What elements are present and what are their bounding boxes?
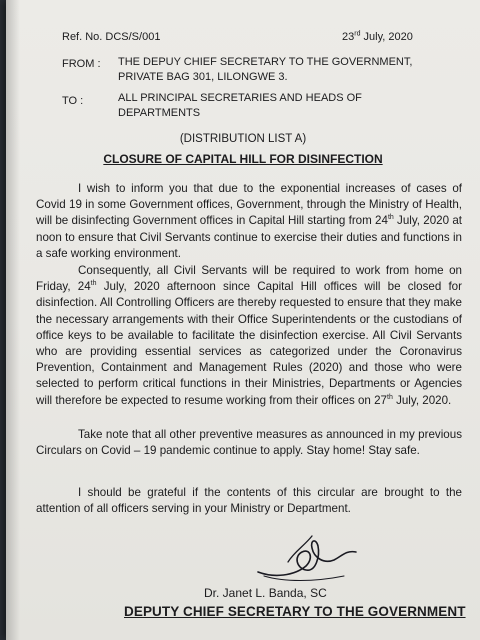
from-label: FROM : — [62, 58, 101, 70]
signatory-position: DEPUTY CHIEF SECRETARY TO THE GOVERNMENT — [124, 604, 466, 619]
signatory-name: Dr. Janet L. Banda, SC — [204, 586, 327, 600]
paragraph-3: Take note that all other preventive measures as announced in my previous Circulars on Covid – 19 pandemic continue to apply. Stay home! Stay safe. — [36, 428, 462, 458]
reference-number: Ref. No. DCS/S/001 — [62, 31, 161, 43]
page-shadow — [6, 0, 20, 640]
letter-date: 23rd July, 2020 — [342, 30, 413, 43]
to-line-1: ALL PRINCIPAL SECRETARIES AND HEADS OF — [118, 92, 362, 104]
paragraph-4: I should be grateful if the contents of this circular are brought to the attention of all officers serving in your Ministry or Department. — [36, 486, 462, 516]
handwritten-signature — [254, 526, 364, 586]
paragraph-1: I wish to inform you that due to the exponential increases of cases of Covid 19 in some Government offices, Government, through the Ministry of Health, will be disinfecting Government offices in Capital Hill starting from 24th July, 2020 at noon to ensure that Civil Servants continue to exercise their duties and functions in a safe working environment. — [36, 182, 462, 260]
distribution-list: (DISTRIBUTION LIST A) — [179, 133, 307, 145]
from-line-1: THE DEPUY CHIEF SECRETARY TO THE GOVERNMENT, — [118, 56, 413, 68]
paragraph-2: Consequently, all Civil Servants will be required to work from home on Friday, 24th July, 2020 afternoon since Capital Hill offices will be closed for disinfection. All Controlling Officers are thereby requested to ensure that they make the necessary arrangements with their Office Superintendents or the custodians of office keys to be available to facilitate the disinfection exercise. All Civil Servants who are providing essential services as categorized under the Coronavirus Prevention, Containment and Management Rules (2020) and those who were selected to perform critical functions in their Ministries, Departments or Agencies will therefore be expected to resume working from their offices on 27th July, 2020. — [36, 264, 462, 407]
from-line-2: PRIVATE BAG 301, LILONGWE 3. — [118, 71, 288, 83]
letter-title: CLOSURE OF CAPITAL HILL FOR DISINFECTION — [103, 152, 383, 166]
document-page — [6, 0, 480, 640]
to-label: TO : — [62, 95, 84, 107]
to-line-2: DEPARTMENTS — [118, 107, 201, 119]
